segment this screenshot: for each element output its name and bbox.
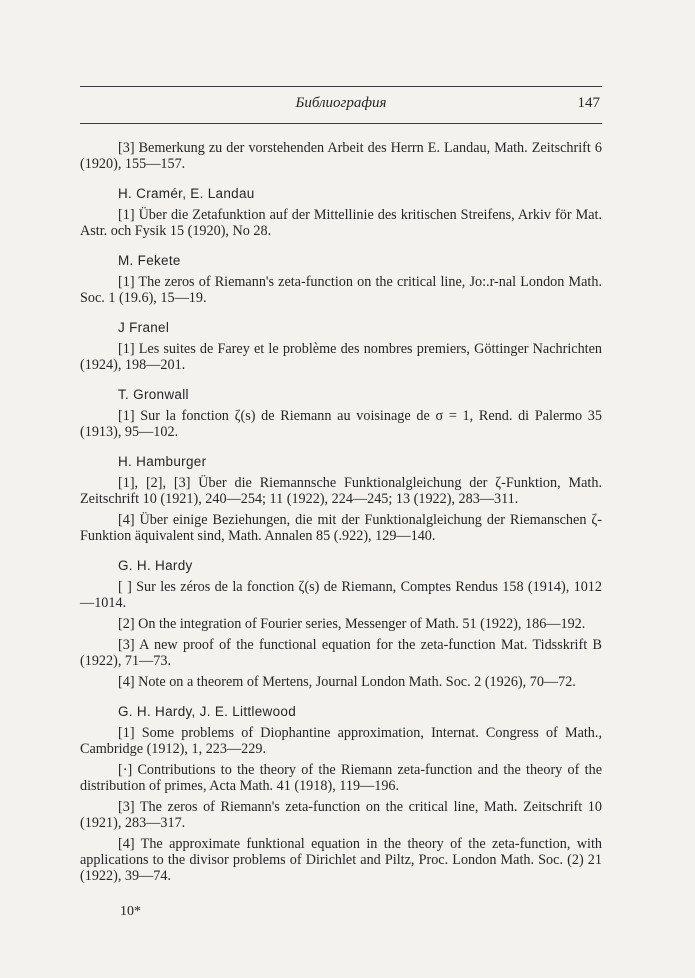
header-title: Библиография bbox=[295, 95, 387, 111]
bibliography-entry: [3] A new proof of the functional equation for the zeta-function Mat. Tidsskrift B (1922), 71—73. bbox=[80, 637, 602, 669]
bibliography-entry: [4] Note on a theorem of Mertens, Journal London Math. Soc. 2 (1926), 70—72. bbox=[118, 674, 576, 690]
bibliography-entry: [1] Some problems of Diophantine approximation, Internat. Congress of Math., Cambridge (1912), 1, 223—229. bbox=[80, 725, 602, 757]
author-heading: G. H. Hardy, J. E. Littlewood bbox=[118, 704, 297, 719]
bibliography-entry: [3] Bemerkung zu der vorstehenden Arbeit des Herrn E. Landau, Math. Zeitschrift 6 (1920), 155—157. bbox=[80, 140, 602, 172]
author-heading: J Franel bbox=[118, 320, 170, 335]
page-number: 147 bbox=[577, 95, 600, 111]
bibliography-entry: [1] The zeros of Riemann's zeta-function on the critical line, Jo:.r-nal London Math. Soc. 1 (19.6), 15—19. bbox=[80, 274, 602, 306]
author-heading: T. Gronwall bbox=[118, 387, 189, 402]
bibliography-entry: [1] Über die Zetafunktion auf der Mittellinie des kritischen Streifens, Arkiv för Mat. Astr. och Fysik 15 (1920), No 28. bbox=[80, 207, 602, 239]
bibliography-entry: [3] The zeros of Riemann's zeta-function on the critical line, Math. Zeitschrift 10 (1921), 283—317. bbox=[80, 799, 602, 831]
author-heading: H. Hamburger bbox=[118, 454, 207, 469]
bibliography-entry: [·] Contributions to the theory of the Riemann zeta-function and the theory of the distribution of primes, Acta Math. 41 (1918), 119—196. bbox=[80, 762, 602, 794]
signature-mark: 10* bbox=[120, 904, 141, 919]
bibliography-body bbox=[80, 140, 602, 889]
bibliography-entry: [ ] Sur les zéros de la fonction ζ(s) de Riemann, Comptes Rendus 158 (1914), 1012—1014. bbox=[80, 579, 602, 611]
running-header bbox=[80, 86, 602, 124]
bibliography-entry: [1], [2], [3] Über die Riemannsche Funktionalgleichung der ζ-Funktion, Math. Zeitschrift 10 (1921), 240—254; 11 (1922), 224—245; 13 (1922), 283—311. bbox=[80, 475, 602, 507]
author-heading: M. Fekete bbox=[118, 253, 181, 268]
bibliography-entry: [4] Über einige Beziehungen, die mit der Funktionalgleichung der Riemanschen ζ-Funktion äquivalent sind, Math. Annalen 85 (.922), 129—140. bbox=[80, 512, 602, 544]
bibliography-entry: [2] On the integration of Fourier series, Messenger of Math. 51 (1922), 186—192. bbox=[118, 616, 586, 632]
bibliography-entry: [1] Les suites de Farey et le problème des nombres premiers, Göttinger Nachrichten (1924), 198—201. bbox=[80, 341, 602, 373]
author-heading: G. H. Hardy bbox=[118, 558, 193, 573]
bibliography-entry: [1] Sur la fonction ζ(s) de Riemann au voisinage de σ = 1, Rend. di Palermo 35 (1913), 95—102. bbox=[80, 408, 602, 440]
author-heading: H. Cramér, E. Landau bbox=[118, 186, 255, 201]
bibliography-entry: [4] The approximate funktional equation in the theory of the zeta-function, with applications to the divisor problems of Dirichlet and Piltz, Proc. London Math. Soc. (2) 21 (1922), 39—74. bbox=[80, 836, 602, 884]
